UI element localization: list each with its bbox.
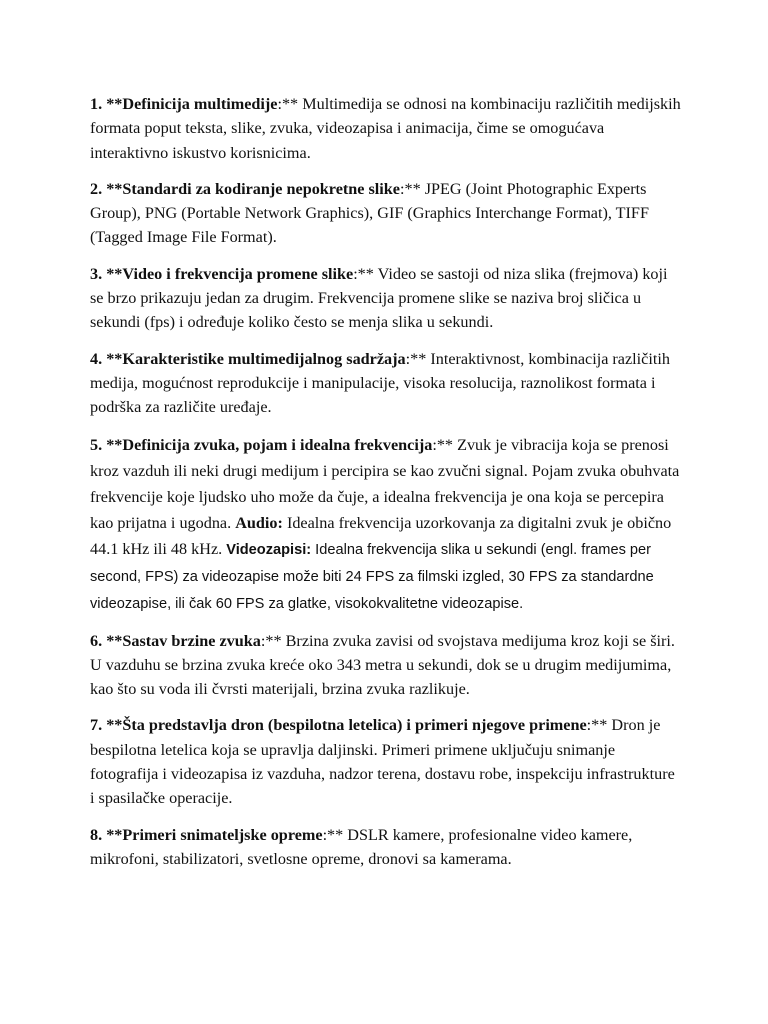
- item-7-number: 7. **: [90, 716, 123, 735]
- item-6-separator: :**: [260, 631, 282, 650]
- item-3-body: Video se sastoji od niza slika (frejmova) koji se brzo prikazuju jedan za drugim. Frekvencija promene slike se naziva broj sličica u sekundi (fps) i određuje koliko često se menja slika u sekundi.: [90, 264, 668, 332]
- item-5-number-suffix: . **: [98, 435, 123, 454]
- item-5-body: Zvuk je vibracija koja se prenosi kroz vazduh ili neki drugi medijum i percipira se kao zvučni signal. Pojam zvuka obuhvata frekvencije koje ljudsko uho može da čuje, a idealna frekvencija je ona koja se percepira kao prijatna i ugodna.: [90, 435, 680, 532]
- item-2: [90, 177, 682, 250]
- item-3: [90, 262, 682, 335]
- item-7-title: Šta predstavlja dron (bespilotna letelica) i primeri njegove primene: [122, 716, 587, 735]
- item-5-video-label: Videozapisi:: [226, 541, 312, 558]
- item-1-body: Multimedija se odnosi na kombinaciju različitih medijskih formata poput teksta, slike, zvuka, videozapisa i animacija, čime se omogućava interaktivno iskustvo korisnicima.: [90, 95, 681, 162]
- item-7-body: Dron je bespilotna letelica koja se upravlja daljinski. Primeri primene uključuju snimanje fotografija i videozapisa iz vazduha, nadzor terena, dostavu robe, inspekciju infrastrukture i spasilačke operacije.: [90, 716, 675, 808]
- item-3-number: 3. **: [90, 264, 123, 283]
- item-2-title: Standardi za kodiranje nepokretne slike: [122, 179, 400, 198]
- item-6-number: 6. **: [90, 631, 123, 650]
- item-5-number: 5: [90, 435, 99, 454]
- item-4-number: 4. **: [90, 349, 123, 368]
- item-8-number: 8. **: [90, 825, 123, 844]
- item-1: [90, 92, 682, 165]
- item-3-separator: :**: [353, 264, 374, 283]
- item-8-body: DSLR kamere, profesionalne video kamere, mikrofoni, stabilizatori, svetlosne opreme, dronovi sa kamerama.: [90, 825, 633, 868]
- item-8: [90, 823, 682, 872]
- item-2-number: 2. **: [90, 179, 123, 198]
- item-1-number: 1. **: [90, 95, 123, 113]
- item-1-title: Definicija multimedije: [122, 95, 278, 113]
- item-5-audio-text: Idealna frekvencija uzorkovanja za digitalni zvuk je obično 44.1 kHz ili 48 kHz.: [90, 513, 672, 558]
- item-4-body: Interaktivnost, kombinacija različitih medija, mogućnost reprodukcije i manipulacije, visoka resolucija, raznolikost formata i podrška za različite uređaje.: [90, 349, 670, 417]
- item-5-separator: :**: [432, 435, 454, 454]
- item-5: [90, 432, 682, 617]
- item-2-separator: :**: [400, 179, 421, 198]
- item-4: [90, 347, 682, 420]
- item-6-body: Brzina zvuka zavisi od svojstava medijuma kroz koji se širi. U vazduhu se brzina zvuka kreće oko 343 metra u sekundi, dok se u drugim medijumima, kao što su voda ili čvrsti materijali, brzina zvuka razlikuje.: [90, 631, 675, 699]
- item-3-title: Video i frekvencija promene slike: [122, 264, 354, 283]
- item-7: [90, 713, 682, 810]
- item-6-title: Sastav brzine zvuka: [122, 631, 261, 650]
- item-4-separator: :**: [405, 349, 427, 368]
- item-7-separator: :**: [586, 716, 608, 735]
- item-1-separator: :**: [277, 95, 299, 113]
- item-2-body: JPEG (Joint Photographic Experts Group), PNG (Portable Network Graphics), GIF (Graphics Interchange Format), TIFF (Tagged Image File Format).: [90, 179, 649, 247]
- item-8-separator: :**: [322, 825, 344, 844]
- item-5-audio-label: Audio:: [235, 513, 283, 532]
- item-6: [90, 629, 682, 702]
- item-4-title: Karakteristike multimedijalnog sadržaja: [122, 349, 406, 368]
- item-5-title: Definicija zvuka, pojam i idealna frekvencija: [122, 435, 433, 454]
- item-5-video-text: Idealna frekvencija slika u sekundi (engl. frames per second, FPS) za videozapise može biti 24 FPS za filmski izgled, 30 FPS za standardne videozapise, ili čak 60 FPS za glatke, visokokvalitetne videozapise.: [90, 541, 654, 612]
- item-8-title: Primeri snimateljske opreme: [122, 825, 323, 844]
